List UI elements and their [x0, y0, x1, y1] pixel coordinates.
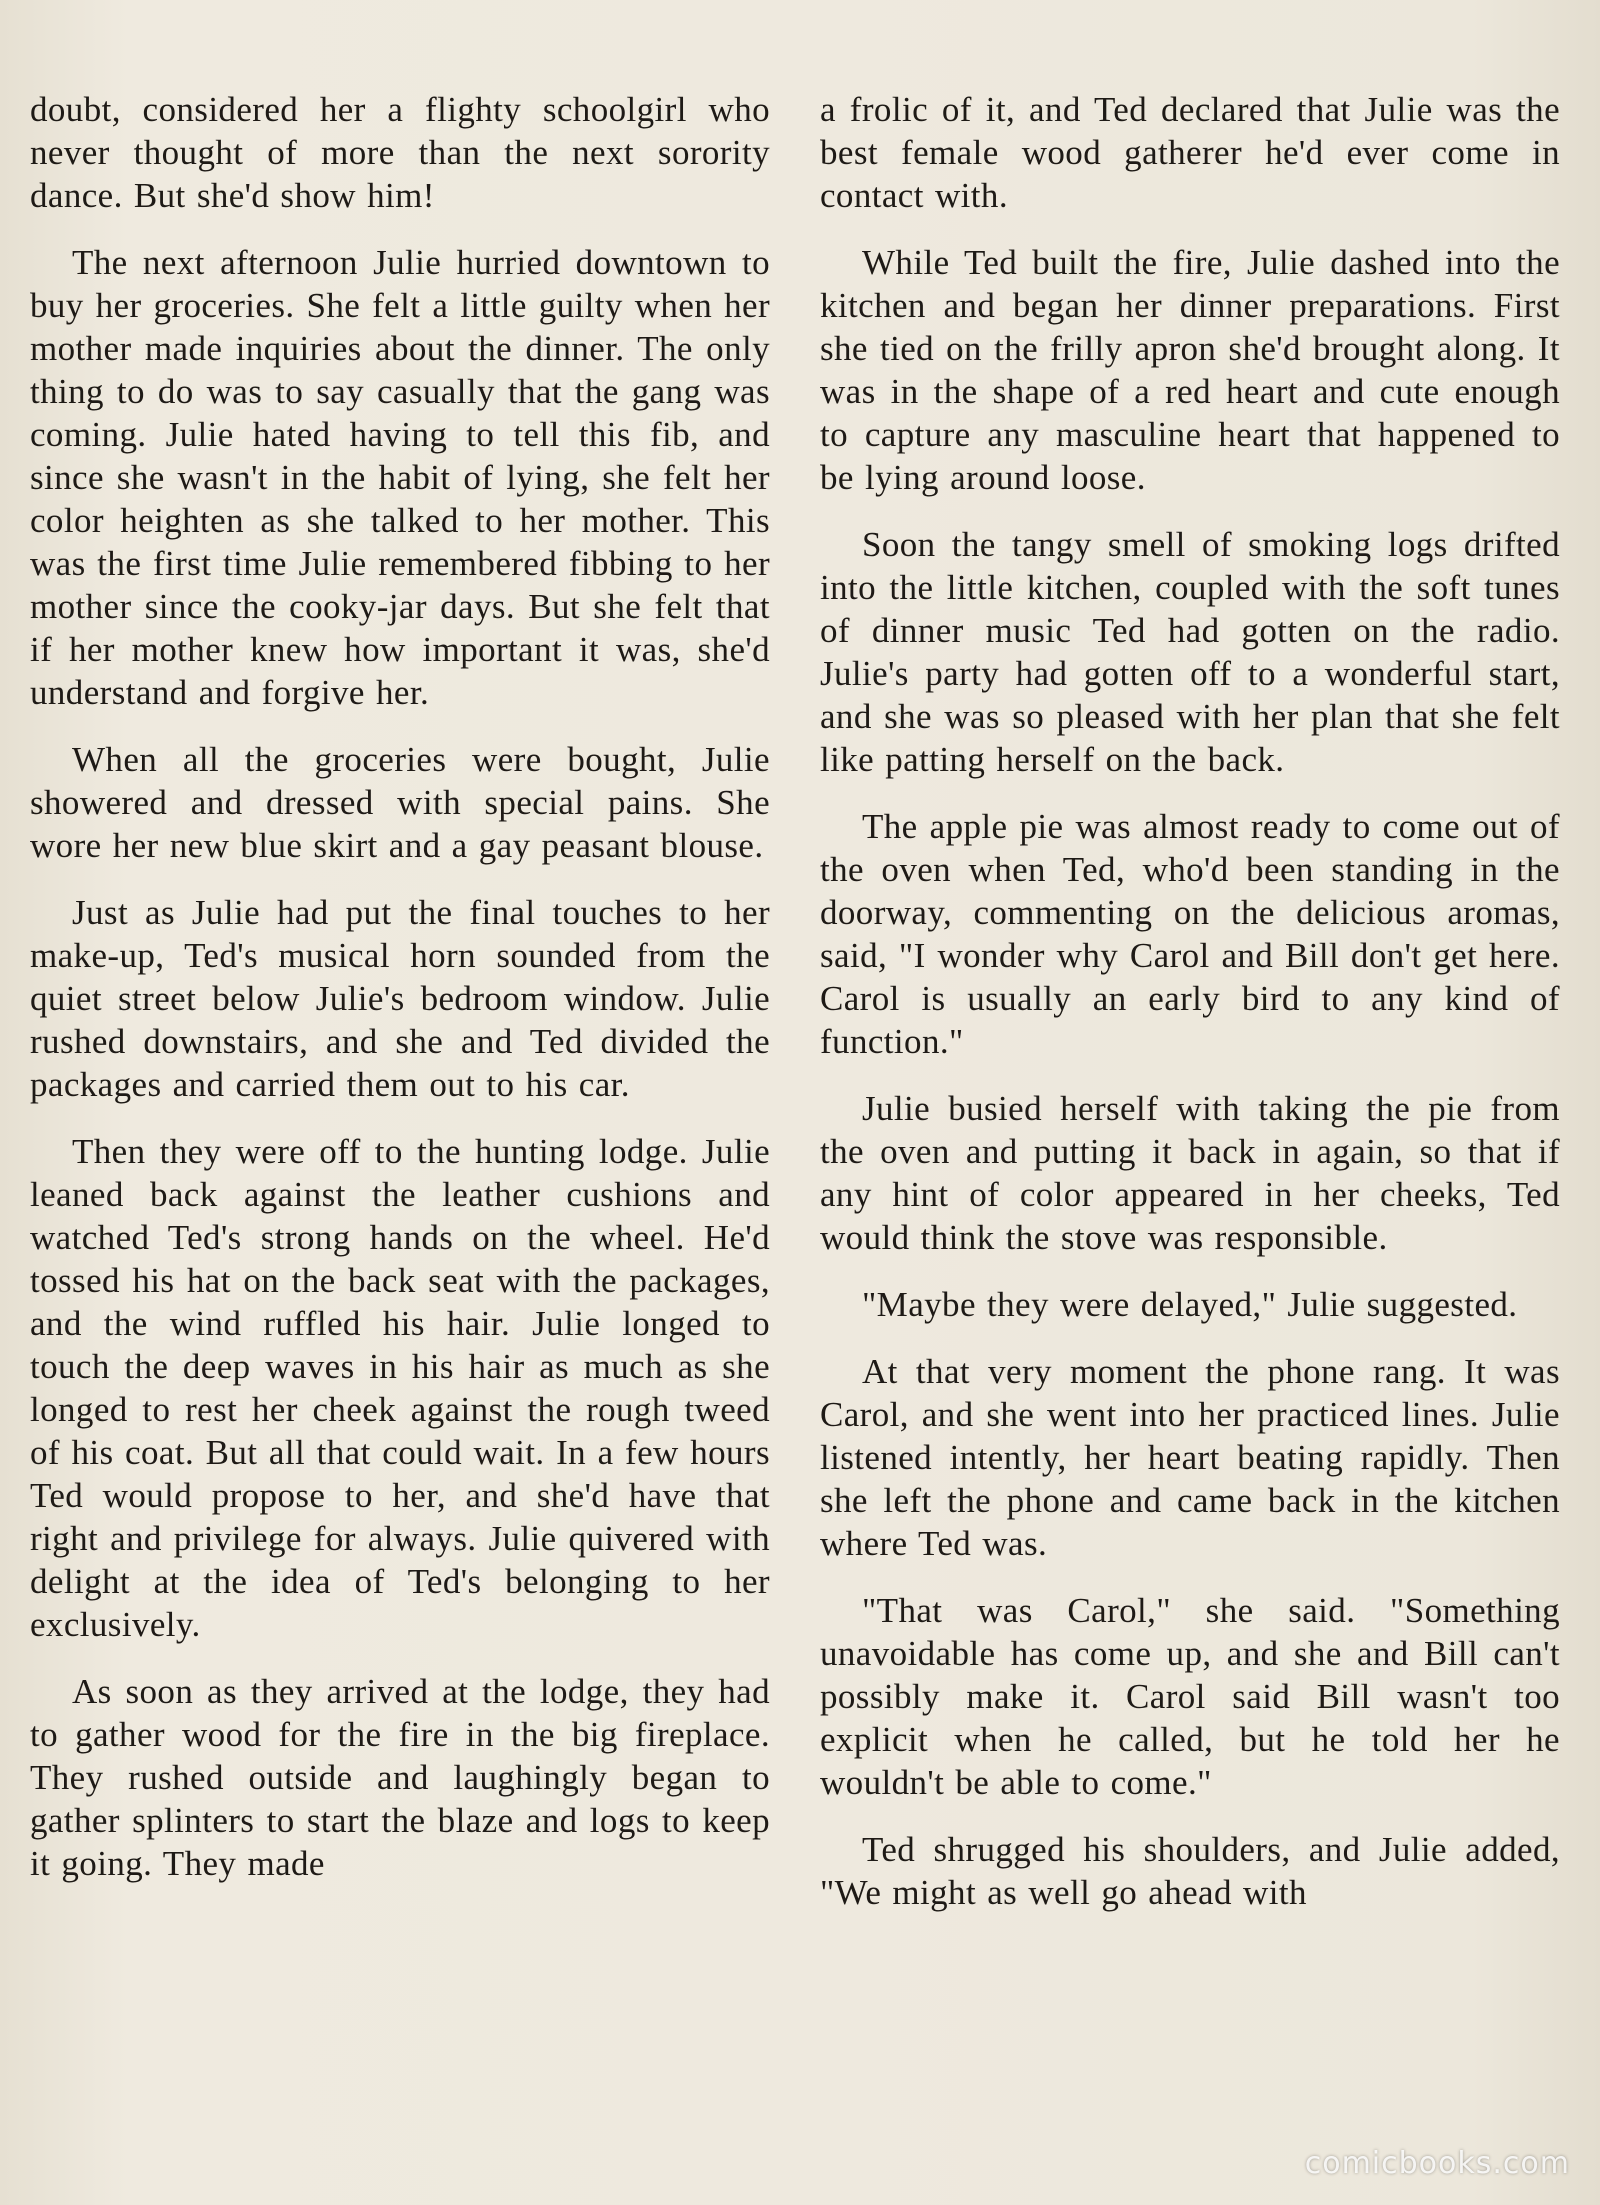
paragraph: Just as Julie had put the final touches to her make-up, Ted's musical horn sounded from the quiet street below Julie's bedroom window. Julie rushed downstairs, and she and Ted divided the packages and carried them out to his car.: [30, 893, 770, 1104]
paragraph: While Ted built the fire, Julie dashed into the kitchen and began her dinner preparations. First she tied on the frilly apron she'd brought along. It was in the shape of a red heart and cute enough to capture any masculine heart that happened to be lying around loose.: [820, 243, 1560, 497]
paragraph: Then they were off to the hunting lodge. Julie leaned back against the leather cushions and watched Ted's strong hands on the wheel. He'd tossed his hat on the back seat with the packages, and the wind ruffled his hair. Julie longed to touch the deep waves in his hair as much as she longed to rest her cheek against the rough tweed of his coat. But all that could wait. In a few hours Ted would propose to her, and she'd have that right and privilege for always. Julie quivered with delight at the idea of Ted's belonging to her exclusively.: [30, 1132, 770, 1644]
paragraph: "That was Carol," she said. "Something unavoidable has come up, and she and Bill can't possibly make it. Carol said Bill wasn't too explicit when he called, but he told her he wouldn't be able to come.": [820, 1591, 1560, 1802]
left-text-column: [30, 88, 770, 1909]
right-text-column: [820, 88, 1560, 1938]
paragraph: Ted shrugged his shoulders, and Julie added, "We might as well go ahead with: [820, 1830, 1560, 1912]
paragraph: The next afternoon Julie hurried downtown to buy her groceries. She felt a little guilty when her mother made inquiries about the dinner. The only thing to do was to say casually that the gang was coming. Julie hated having to tell this fib, and since she wasn't in the habit of lying, she felt her color heighten as she talked to her mother. This was the first time Julie remembered fibbing to her mother since the cooky-jar days. But she felt that if her mother knew how important it was, she'd understand and forgive her.: [30, 243, 770, 712]
paragraph: As soon as they arrived at the lodge, they had to gather wood for the fire in the big fireplace. They rushed outside and laughingly began to gather splinters to start the blaze and logs to keep it going. They made: [30, 1672, 770, 1883]
paragraph: Julie busied herself with taking the pie from the oven and putting it back in again, so that if any hint of color appeared in her cheeks, Ted would think the stove was responsible.: [820, 1089, 1560, 1257]
paragraph: doubt, considered her a flighty schoolgirl who never thought of more than the next sorority dance. But she'd show him!: [30, 90, 770, 215]
paragraph: a frolic of it, and Ted declared that Julie was the best female wood gatherer he'd ever come in contact with.: [820, 90, 1560, 215]
paragraph: The apple pie was almost ready to come out of the oven when Ted, who'd been standing in the doorway, commenting on the delicious aromas, said, "I wonder why Carol and Bill don't get here. Carol is usually an early bird to any kind of function.": [820, 807, 1560, 1061]
site-watermark: comicbooks.com: [1304, 2146, 1570, 2181]
paragraph: Soon the tangy smell of smoking logs drifted into the little kitchen, coupled with the soft tunes of dinner music Ted had gotten on the radio. Julie's party had gotten off to a wonderful start, and she was so pleased with her plan that she felt like patting herself on the back.: [820, 525, 1560, 779]
paragraph: When all the groceries were bought, Julie showered and dressed with special pains. She wore her new blue skirt and a gay peasant blouse.: [30, 740, 770, 865]
paragraph: At that very moment the phone rang. It was Carol, and she went into her practiced lines. Julie listened intently, her heart beating rapidly. Then she left the phone and came back in the kitchen where Ted was.: [820, 1352, 1560, 1563]
paragraph: "Maybe they were delayed," Julie suggested.: [862, 1285, 1518, 1324]
